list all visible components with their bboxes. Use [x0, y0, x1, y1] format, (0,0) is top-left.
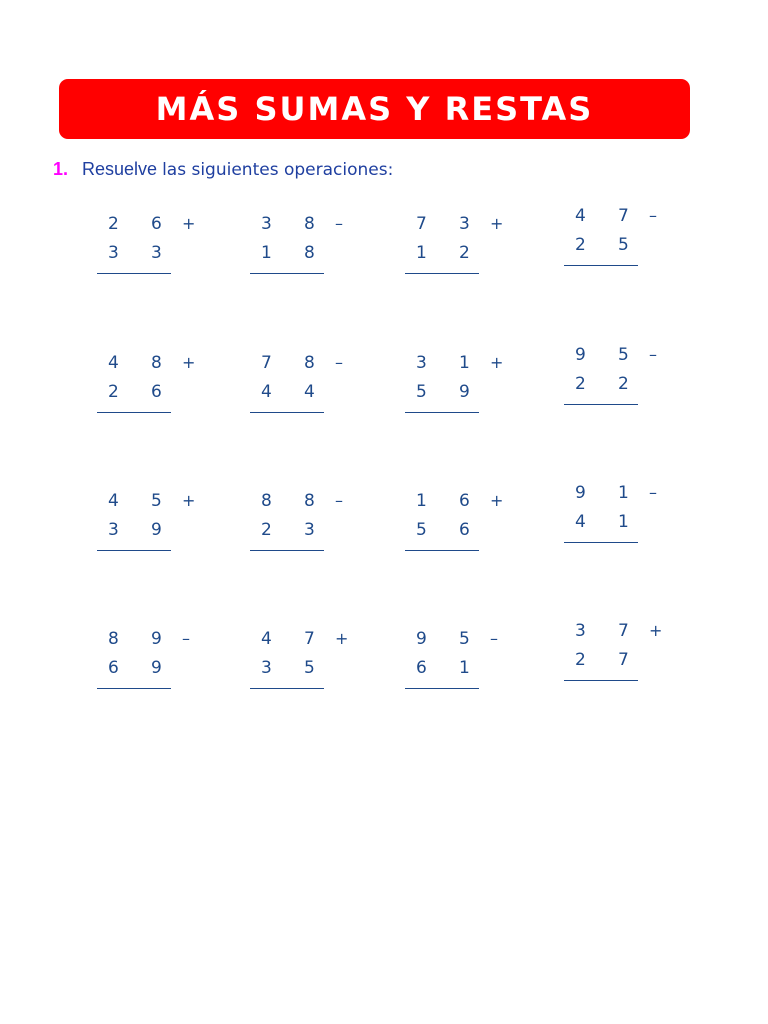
top-number [261, 214, 315, 234]
digit: 7 [618, 650, 629, 670]
digit: 7 [304, 629, 315, 649]
minus-sign: – [649, 345, 657, 364]
minus-sign: – [490, 629, 498, 648]
plus-sign: + [182, 353, 196, 372]
answer-line[interactable] [250, 688, 324, 689]
digit: 9 [151, 629, 162, 649]
instruction [53, 159, 393, 180]
digit: 2 [459, 243, 470, 263]
answer-line[interactable] [405, 273, 479, 274]
digit: 8 [304, 243, 315, 263]
digit: 3 [575, 621, 586, 641]
digit: 3 [261, 658, 272, 678]
digit: 1 [459, 353, 470, 373]
digit: 3 [261, 214, 272, 234]
digit: 5 [151, 491, 162, 511]
instruction-number: 1. [53, 159, 69, 179]
problem [405, 353, 505, 433]
problem [250, 629, 350, 709]
digit: 4 [108, 491, 119, 511]
top-number [108, 629, 162, 649]
bottom-number [261, 243, 315, 263]
digit: 3 [304, 520, 315, 540]
top-number [575, 621, 629, 641]
digit: 6 [416, 658, 427, 678]
problem [250, 491, 350, 571]
digit: 5 [304, 658, 315, 678]
digit: 9 [416, 629, 427, 649]
digit: 6 [459, 491, 470, 511]
digit: 8 [304, 214, 315, 234]
plus-sign: + [490, 353, 504, 372]
problem [564, 483, 664, 563]
digit: 4 [575, 206, 586, 226]
plus-sign: + [182, 491, 196, 510]
digit: 5 [618, 235, 629, 255]
plus-sign: + [490, 491, 504, 510]
answer-line[interactable] [97, 550, 171, 551]
digit: 2 [575, 235, 586, 255]
digit: 9 [459, 382, 470, 402]
digit: 6 [108, 658, 119, 678]
bottom-number [108, 658, 162, 678]
bottom-number [416, 658, 470, 678]
minus-sign: – [649, 206, 657, 225]
digit: 9 [575, 483, 586, 503]
answer-line[interactable] [97, 688, 171, 689]
digit: 5 [416, 382, 427, 402]
digit: 2 [108, 214, 119, 234]
digit: 1 [416, 243, 427, 263]
problem [405, 214, 505, 294]
plus-sign: + [649, 621, 663, 640]
top-number [108, 491, 162, 511]
digit: 3 [416, 353, 427, 373]
digit: 2 [261, 520, 272, 540]
digit: 2 [618, 374, 629, 394]
digit: 2 [575, 374, 586, 394]
digit: 9 [575, 345, 586, 365]
digit: 4 [304, 382, 315, 402]
answer-line[interactable] [250, 412, 324, 413]
digit: 8 [261, 491, 272, 511]
top-number [108, 214, 162, 234]
digit: 4 [108, 353, 119, 373]
answer-line[interactable] [405, 688, 479, 689]
digit: 5 [618, 345, 629, 365]
top-number [261, 629, 315, 649]
top-number [416, 353, 470, 373]
problem [564, 621, 664, 701]
answer-line[interactable] [97, 273, 171, 274]
digit: 1 [618, 483, 629, 503]
title-banner [59, 79, 690, 139]
problem [405, 491, 505, 571]
digit: 3 [108, 243, 119, 263]
digit: 3 [151, 243, 162, 263]
bottom-number [575, 650, 629, 670]
digit: 1 [416, 491, 427, 511]
top-number [261, 491, 315, 511]
bottom-number [108, 382, 162, 402]
minus-sign: – [335, 214, 343, 233]
bottom-number [575, 235, 629, 255]
bottom-number [261, 520, 315, 540]
digit: 5 [416, 520, 427, 540]
digit: 4 [261, 382, 272, 402]
problem [250, 214, 350, 294]
digit: 1 [459, 658, 470, 678]
instruction-text: las siguientes operaciones: [162, 160, 394, 180]
bottom-number [416, 243, 470, 263]
problem [97, 491, 197, 571]
problem [97, 214, 197, 294]
minus-sign: – [649, 483, 657, 502]
digit: 6 [151, 382, 162, 402]
top-number [261, 353, 315, 373]
digit: 9 [151, 658, 162, 678]
top-number [416, 629, 470, 649]
digit: 7 [261, 353, 272, 373]
digit: 1 [618, 512, 629, 532]
digit: 8 [304, 353, 315, 373]
digit: 8 [108, 629, 119, 649]
top-number [416, 214, 470, 234]
digit: 4 [575, 512, 586, 532]
digit: 7 [618, 206, 629, 226]
answer-line[interactable] [405, 550, 479, 551]
problem [564, 206, 664, 286]
bottom-number [108, 520, 162, 540]
bottom-number [261, 658, 315, 678]
bottom-number [575, 512, 629, 532]
digit: 5 [459, 629, 470, 649]
problem [564, 345, 664, 425]
digit: 7 [416, 214, 427, 234]
bottom-number [416, 382, 470, 402]
answer-line[interactable] [564, 542, 638, 543]
bottom-number [416, 520, 470, 540]
minus-sign: – [335, 353, 343, 372]
instruction-verb: Resuelve [82, 159, 158, 179]
top-number [575, 206, 629, 226]
plus-sign: + [182, 214, 196, 233]
digit: 2 [108, 382, 119, 402]
digit: 6 [459, 520, 470, 540]
top-number [575, 345, 629, 365]
bottom-number [261, 382, 315, 402]
problem [405, 629, 505, 709]
problem [97, 353, 197, 433]
answer-line[interactable] [250, 273, 324, 274]
digit: 3 [108, 520, 119, 540]
top-number [108, 353, 162, 373]
minus-sign: – [335, 491, 343, 510]
top-number [575, 483, 629, 503]
digit: 7 [618, 621, 629, 641]
digit: 4 [261, 629, 272, 649]
plus-sign: + [490, 214, 504, 233]
digit: 2 [575, 650, 586, 670]
digit: 9 [151, 520, 162, 540]
digit: 3 [459, 214, 470, 234]
answer-line[interactable] [564, 265, 638, 266]
answer-line[interactable] [564, 680, 638, 681]
digit: 1 [261, 243, 272, 263]
top-number [416, 491, 470, 511]
digit: 6 [151, 214, 162, 234]
answer-line[interactable] [405, 412, 479, 413]
digit: 8 [151, 353, 162, 373]
answer-line[interactable] [97, 412, 171, 413]
bottom-number [108, 243, 162, 263]
problem [250, 353, 350, 433]
page-title: MÁS SUMAS Y RESTAS [155, 90, 594, 128]
bottom-number [575, 374, 629, 394]
answer-line[interactable] [250, 550, 324, 551]
answer-line[interactable] [564, 404, 638, 405]
digit: 8 [304, 491, 315, 511]
problem [97, 629, 197, 709]
plus-sign: + [335, 629, 349, 648]
minus-sign: – [182, 629, 190, 648]
